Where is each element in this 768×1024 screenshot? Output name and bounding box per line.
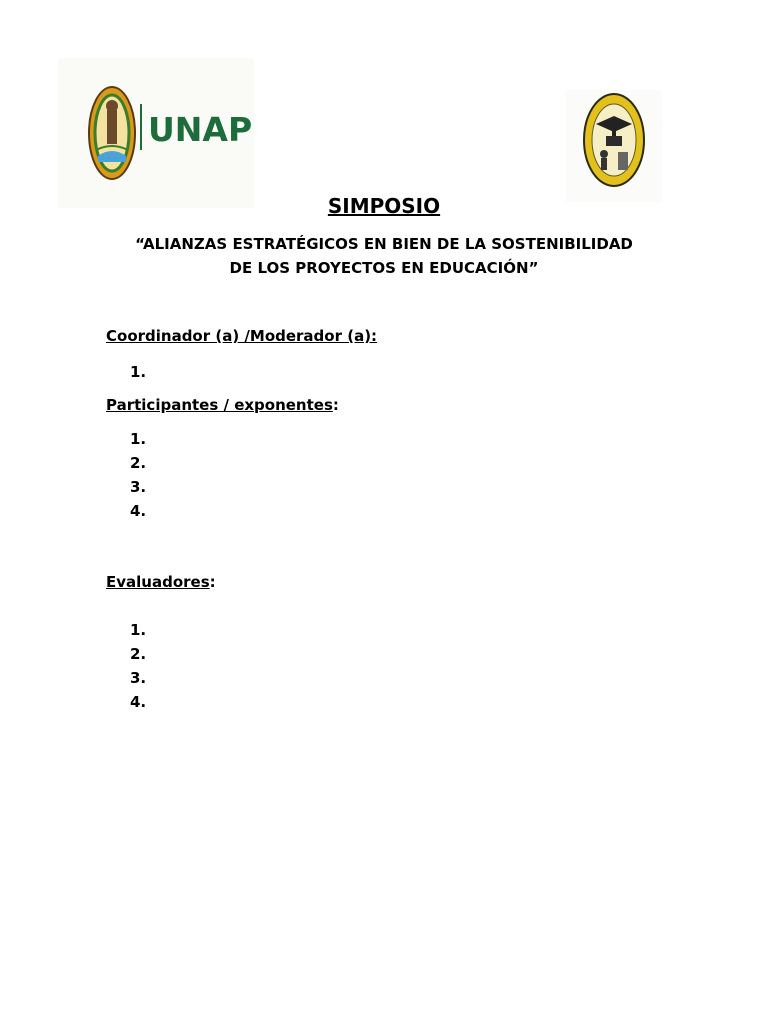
evaluators-label-colon: : <box>209 573 216 591</box>
coordinator-label-text: Coordinador (a) /Moderador (a): <box>106 327 378 345</box>
university-seal-right-icon <box>566 90 662 202</box>
logo-divider <box>140 104 142 150</box>
participants-list <box>130 427 146 523</box>
participants-label <box>106 396 339 414</box>
evaluators-label <box>106 573 216 591</box>
participants-label-colon: : <box>332 396 339 414</box>
logo-text: UNAP <box>148 110 253 149</box>
page-title: SIMPOSIO <box>327 194 441 218</box>
list-item: 4. <box>130 693 147 711</box>
list-item: 1. <box>130 430 147 448</box>
list-item: 3. <box>130 478 147 496</box>
participants-label-text: Participantes / exponentes <box>106 396 333 414</box>
coordinator-list <box>130 360 146 384</box>
list-item: 2. <box>130 645 147 663</box>
unap-logo <box>58 58 254 208</box>
list-item: 4. <box>130 502 147 520</box>
list-item: 1. <box>130 363 147 381</box>
coordinator-label <box>106 327 377 345</box>
symposium-subtitle: “ALIANZAS ESTRATÉGICOS EN BIEN DE LA SOSTENIBILIDAD DE LOS PROYECTOS EN EDUCACIÓN” <box>135 235 633 277</box>
list-item: 3. <box>130 669 147 687</box>
evaluators-label-text: Evaluadores <box>106 573 210 591</box>
education-seal-logo <box>566 90 662 202</box>
evaluators-list <box>130 618 146 714</box>
list-item: 1. <box>130 621 147 639</box>
list-item: 2. <box>130 454 147 472</box>
